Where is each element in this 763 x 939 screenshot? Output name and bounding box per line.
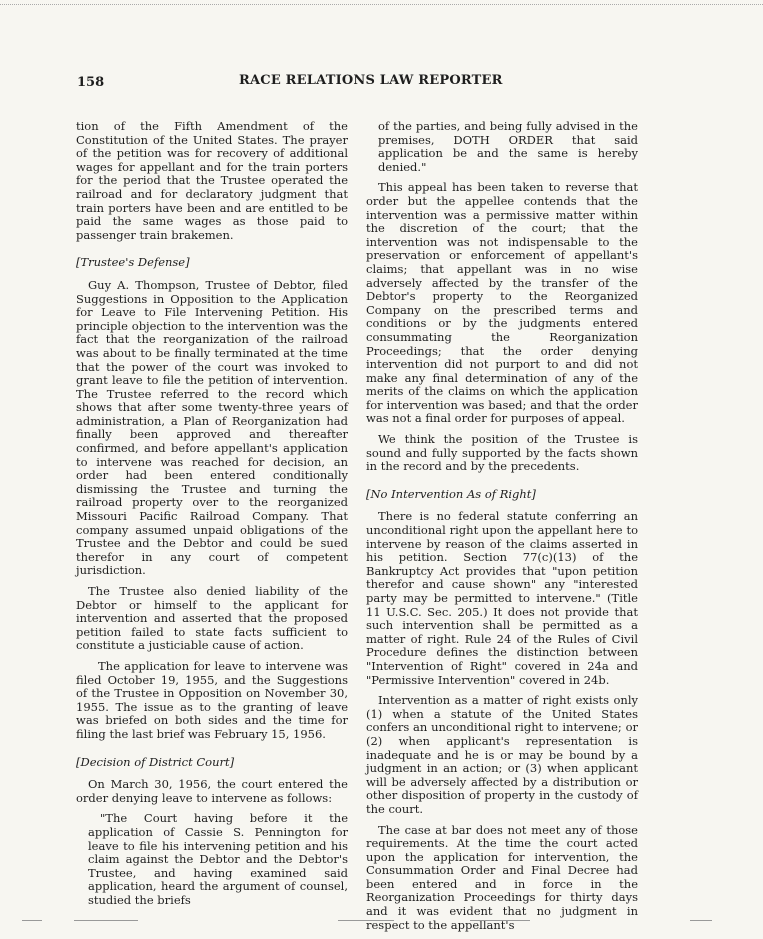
- right-column: [366, 120, 638, 939]
- footer-rule: [22, 920, 42, 921]
- page-number: 158: [77, 75, 105, 90]
- section-heading: [Trustee's Defense]: [76, 255, 190, 270]
- footer-scan-rules: [0, 920, 763, 930]
- block-quote: "The Court having before it the application of Cassie S. Pennington for leave to file his intervening petition and his claim against the Debtor and the Debtor's Trustee, and having examined said application, heard the argument of counsel, studied the briefs: [88, 811, 348, 907]
- running-title: RACE RELATIONS LAW REPORTER: [239, 73, 503, 88]
- section-heading: [No Intervention As of Right]: [366, 486, 536, 501]
- footer-rule: [74, 920, 138, 921]
- top-dotted-rule: [0, 4, 763, 5]
- paragraph: The Trustee also denied liability of the Debtor or himself to the applicant for intervention and asserted that the proposed petition failed to state facts sufficient to constitute a justiciable cause of action.: [76, 584, 348, 653]
- paragraph: The application for leave to intervene was filed October 19, 1955, and the Suggestions of the Trustee in Opposition on November 30, 1955. The issue as to the granting of leave was briefed on both sides and the time for filing the last brief was February 15, 1956.: [76, 658, 348, 741]
- footer-rule: [470, 920, 530, 921]
- paragraph: The case at bar does not meet any of those requirements. At the time the court acted upon the application for intervention, the Consummation Order and Final Decree had been entered and in force in the Reorganization Proceedings for thirty days and it was evident that no judgment in respect to the appellant's: [366, 822, 638, 932]
- block-quote: of the parties, and being fully advised in the premises, DOTH ORDER that said application be and the same is hereby denied.": [378, 119, 638, 174]
- left-column: [76, 120, 348, 914]
- footer-rule: [690, 920, 712, 921]
- section-heading: [Decision of District Court]: [76, 754, 235, 769]
- paragraph: tion of the Fifth Amendment of the Constitution of the United States. The prayer of the petition was for recovery of additional wages for appellant and for the train porters for the period that the Trustee operated the railroad and for declaratory judgment that train porters have been and are entitled to be paid the same wages as those paid to passenger train brakemen.: [76, 119, 348, 242]
- paragraph: Intervention as a matter of right exists only (1) when a statute of the United States confers an unconditional right to intervene; or (2) when applicant's representation is inadequate and he is or may be bound by a judgment in an action; or (3) when applicant will be adversely affected by a distribution or other disposition of property in the custody of the court.: [366, 693, 638, 816]
- paragraph: On March 30, 1956, the court entered the order denying leave to intervene as follows:: [76, 777, 348, 805]
- paragraph: This appeal has been taken to reverse that order but the appellee contends that the intervention was a permissive matter within the discretion of the court; that the intervention was not indispensable to the preservation or enforcement of appellant's claims; that appellant was in no wise adversely affected by the transfer of the Debtor's property to the Reorganized Company on the prescribed terms and conditions or by the judgments entered consummating the Reorganization Proceedings; that the order denying intervention did not purport to and did not make any final determination of any of the merits of the claims on which the application for intervention was based; and that the order was not a final order for purposes of appeal.: [366, 180, 638, 426]
- footer-rule: [338, 920, 394, 921]
- paragraph: We think the position of the Trustee is sound and fully supported by the facts shown in the record and by the precedents.: [366, 432, 638, 474]
- paragraph: Guy A. Thompson, Trustee of Debtor, filed Suggestions in Opposition to the Application for Leave to File Intervening Petition. His principle objection to the intervention was the fact that the reorganization of the railroad was about to be finally terminated at the time that the power of the court was invoked to grant leave to file the petition of intervention. The Trustee referred to the record which shows that after some twenty-three years of administration, a Plan of Reorganization had finally been approved and thereafter confirmed, and before appellant's application to intervene was reached for decision, an order had been entered conditionally dismissing the Trustee and turning the railroad property over to the reorganized Missouri Pacific Railroad Company. That company assumed unpaid obligations of the Trustee and the Debtor and could be sued therefor in any court of competent jurisdiction.: [76, 277, 348, 578]
- paragraph: There is no federal statute conferring an unconditional right upon the appellant here to intervene by reason of the claims asserted in his petition. Section 77(c)(13) of the Bankruptcy Act provides that "upon petition therefor and cause shown" any "interested party may be permitted to intervene." (Title 11 U.S.C. Sec. 205.) It does not provide that such intervention shall be permitted as a matter of right. Rule 24 of the Rules of Civil Procedure defines the distinction between "Intervention of Right" covered in 24a and "Permissive Intervention" covered in 24b.: [366, 509, 638, 687]
